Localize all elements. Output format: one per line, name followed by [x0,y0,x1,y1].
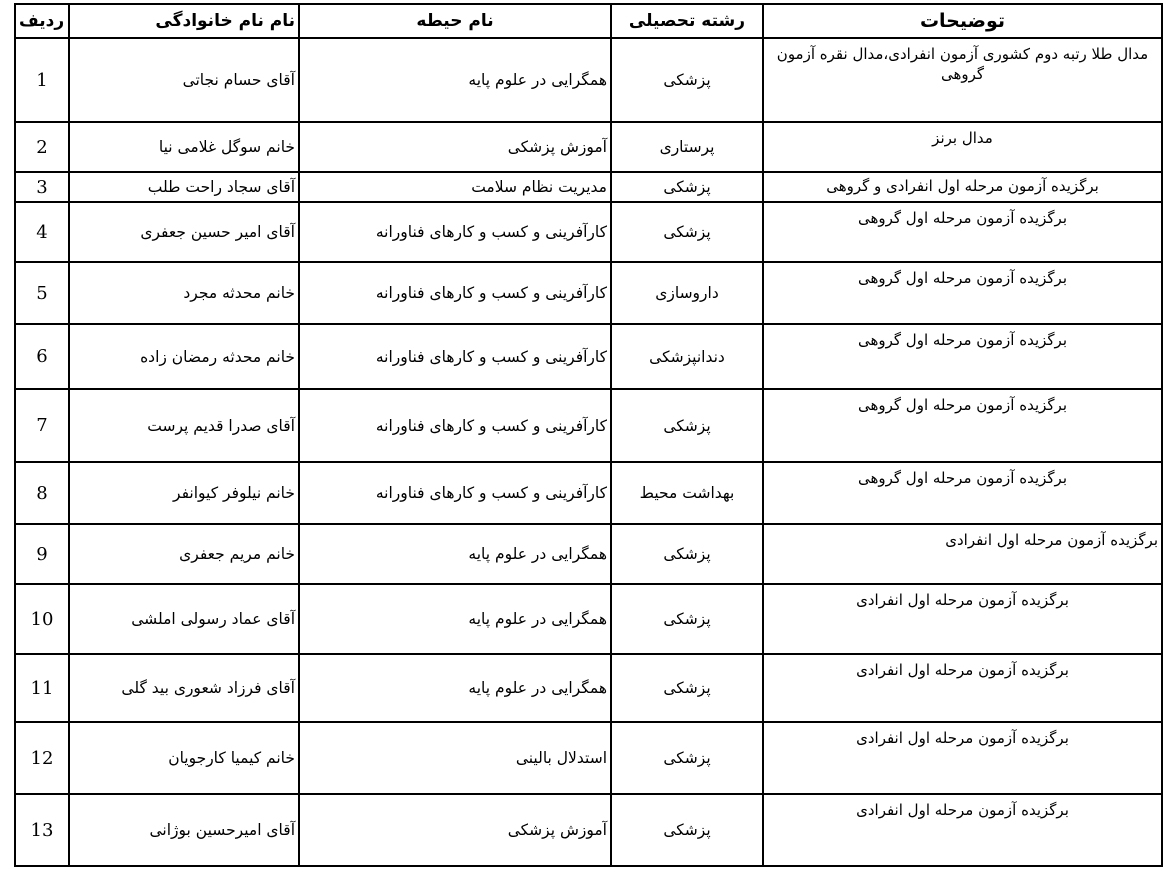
table-row [15,38,1162,122]
major: پزشکی [611,794,763,866]
full-name: آقای عماد رسولی املشی [69,584,299,654]
table-row [15,654,1162,722]
row-number: 8 [15,462,69,524]
field-name: کارآفرینی و کسب و کارهای فناورانه [299,262,611,324]
major: پزشکی [611,389,763,462]
full-name: آقای حسام نجاتی [69,38,299,122]
header-full-name: نام نام خانوادگی [69,4,299,38]
header-major: رشته تحصیلی [611,4,763,38]
full-name: خانم محدثه مجرد [69,262,299,324]
full-name: آقای امیر حسین جعفری [69,202,299,262]
description: برگزیده آزمون مرحله اول انفرادی و گروهی [763,172,1162,202]
header-row-number: ردیف [15,4,69,38]
field-name: آموزش پزشکی [299,122,611,172]
major: بهداشت محیط [611,462,763,524]
table-row [15,794,1162,866]
field-name: مدیریت نظام سلامت [299,172,611,202]
full-name: آقای امیرحسین بوژانی [69,794,299,866]
header-row [15,4,1162,38]
row-number: 13 [15,794,69,866]
full-name: خانم مریم جعفری [69,524,299,584]
table-row [15,722,1162,794]
field-name: کارآفرینی و کسب و کارهای فناورانه [299,324,611,389]
row-number: 6 [15,324,69,389]
row-number: 4 [15,202,69,262]
row-number: 3 [15,172,69,202]
description: برگزیده آزمون مرحله اول گروهی [763,324,1162,389]
row-number: 11 [15,654,69,722]
major: دندانپزشکی [611,324,763,389]
table-row [15,324,1162,389]
table-row [15,172,1162,202]
major: پزشکی [611,654,763,722]
description: برگزیده آزمون مرحله اول گروهی [763,462,1162,524]
row-number: 5 [15,262,69,324]
winners-table [14,3,1163,867]
description: برگزیده آزمون مرحله اول انفرادی [763,584,1162,654]
row-number: 2 [15,122,69,172]
full-name: آقای صدرا قدیم پرست [69,389,299,462]
row-number: 7 [15,389,69,462]
full-name: آقای فرزاد شعوری بید گلی [69,654,299,722]
full-name: آقای سجاد راحت طلب [69,172,299,202]
major: پزشکی [611,172,763,202]
description: برگزیده آزمون مرحله اول انفرادی [763,524,1162,584]
field-name: همگرایی در علوم پایه [299,584,611,654]
description: برگزیده آزمون مرحله اول انفرادی [763,654,1162,722]
description: برگزیده آزمون مرحله اول گروهی [763,389,1162,462]
description: برگزیده آزمون مرحله اول گروهی [763,262,1162,324]
table-row [15,462,1162,524]
major: داروسازی [611,262,763,324]
field-name: همگرایی در علوم پایه [299,38,611,122]
field-name: کارآفرینی و کسب و کارهای فناورانه [299,202,611,262]
major: پزشکی [611,722,763,794]
field-name: همگرایی در علوم پایه [299,654,611,722]
table-row [15,389,1162,462]
row-number: 1 [15,38,69,122]
full-name: خانم محدثه رمضان زاده [69,324,299,389]
field-name: کارآفرینی و کسب و کارهای فناورانه [299,389,611,462]
row-number: 9 [15,524,69,584]
major: پزشکی [611,202,763,262]
field-name: آموزش پزشکی [299,794,611,866]
field-name: استدلال بالینی [299,722,611,794]
description: مدال برنز [763,122,1162,172]
full-name: خانم سوگل غلامی نیا [69,122,299,172]
major: پزشکی [611,38,763,122]
row-number: 10 [15,584,69,654]
table-row [15,262,1162,324]
major: پرستاری [611,122,763,172]
row-number: 12 [15,722,69,794]
table-row [15,524,1162,584]
description: برگزیده آزمون مرحله اول انفرادی [763,794,1162,866]
full-name: خانم کیمیا کارجویان [69,722,299,794]
description: مدال طلا رتبه دوم کشوری آزمون انفرادی،مدال نقره آزمون گروهی [763,38,1162,122]
header-field: نام حیطه [299,4,611,38]
field-name: همگرایی در علوم پایه [299,524,611,584]
description: برگزیده آزمون مرحله اول گروهی [763,202,1162,262]
major: پزشکی [611,584,763,654]
table-row [15,122,1162,172]
full-name: خانم نیلوفر کیوانفر [69,462,299,524]
table-row [15,584,1162,654]
header-description: توضیحات [763,4,1162,38]
field-name: کارآفرینی و کسب و کارهای فناورانه [299,462,611,524]
description: برگزیده آزمون مرحله اول انفرادی [763,722,1162,794]
table-row [15,202,1162,262]
major: پزشکی [611,524,763,584]
